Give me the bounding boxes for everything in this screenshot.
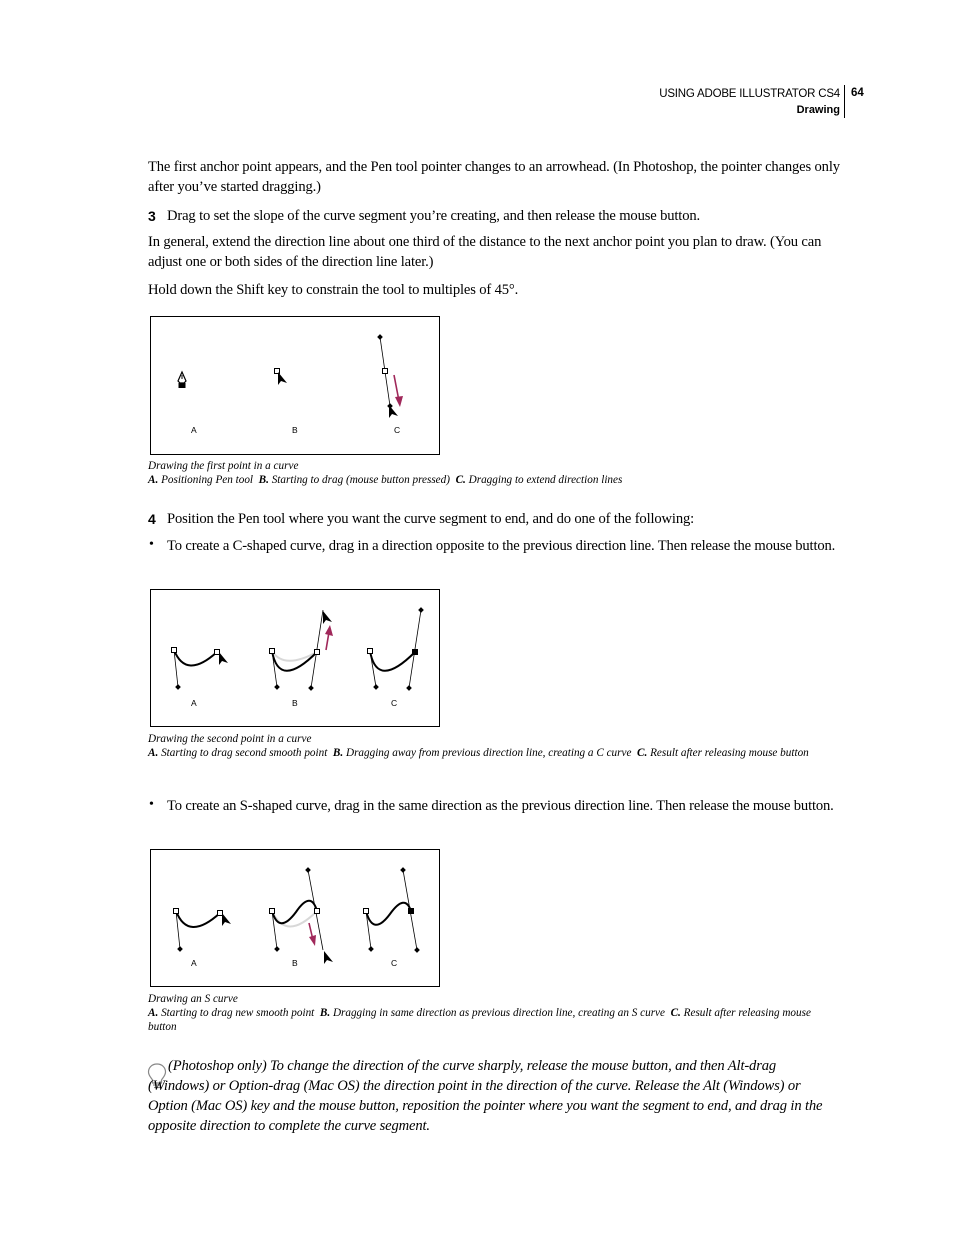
paragraph-shift-key: Hold down the Shift key to constrain the tool to multiples of 45°. <box>148 282 519 298</box>
anchor-point <box>368 649 373 654</box>
arrow-pointer-icon <box>219 652 228 665</box>
selected-anchor-point <box>409 909 414 914</box>
figure-label-a: A <box>191 425 197 435</box>
running-header <box>0 85 954 125</box>
header-rule <box>844 85 845 118</box>
figure-s-curve-caption <box>148 992 838 1034</box>
anchor-point <box>218 911 223 916</box>
figure-s-curve <box>150 849 440 987</box>
arrow-pointer-icon <box>324 951 333 964</box>
anchor-point <box>383 369 388 374</box>
anchor-point <box>270 909 275 914</box>
figure-label-b: B <box>292 425 298 435</box>
pen-tool-icon <box>178 372 186 388</box>
page-number: 64 <box>851 87 864 99</box>
figure-label-c: C <box>394 425 401 435</box>
caption-items: A. Positioning Pen tool B. Starting to drag (mouse button pressed) C. Dragging to extend direction lines <box>148 474 623 486</box>
anchor-point <box>275 369 280 374</box>
tip-text: (Photoshop only) To change the direction of the curve sharply, release the mouse button, and then Alt-drag (Windows) or Option-drag (Mac OS) the direction point in the direction of the curve. Release the Alt (Windows) or Option (Mac OS) key and the mouse button, reposition the pointer where you want the segment to end, and drag in the opposite direction to complete the curve segment. <box>148 1058 823 1134</box>
bullet-c-curve-text: To create a C-shaped curve, drag in a direction opposite to the previous direction line. Then release the mouse button. <box>167 538 836 554</box>
arrow-pointer-icon <box>222 913 231 926</box>
drag-arrow-icon <box>309 935 316 946</box>
bullet-c-curve-marker: • <box>149 537 154 552</box>
anchor-point <box>315 909 320 914</box>
bullet-s-curve-marker: • <box>149 797 154 812</box>
figure-label-b: B <box>292 958 298 968</box>
anchor-point <box>364 909 369 914</box>
drag-arrow-icon <box>325 625 333 636</box>
figure-label-a: A <box>191 698 197 708</box>
step-4-text: Position the Pen tool where you want the curve segment to end, and do one of the following: <box>167 511 695 527</box>
selected-anchor-point <box>413 650 418 655</box>
anchor-point <box>315 650 320 655</box>
caption-items: A. Starting to drag new smooth point B. Dragging in same direction as previous direction line, creating an S curve C. Result after releasing mouse button <box>148 1007 811 1033</box>
paragraph-first-anchor: The first anchor point appears, and the Pen tool pointer changes to an arrowhead. (In Photoshop, the pointer changes only after you’ve started dragging.) <box>148 159 840 195</box>
figure-label-c: C <box>391 958 398 968</box>
caption-title: Drawing the first point in a curve <box>148 460 299 472</box>
header-section: Drawing <box>796 104 840 116</box>
header-title: USING ADOBE ILLUSTRATOR CS4 <box>659 88 840 100</box>
figure-label-b: B <box>292 698 298 708</box>
anchor-point <box>270 649 275 654</box>
figure-first-point-caption <box>148 459 838 487</box>
anchor-point <box>215 650 220 655</box>
caption-title: Drawing the second point in a curve <box>148 733 312 745</box>
figure-first-point <box>150 316 440 455</box>
caption-title: Drawing an S curve <box>148 993 238 1005</box>
figure-label-a: A <box>191 958 197 968</box>
step-3-number: 3 <box>148 208 156 224</box>
caption-items: A. Starting to drag second smooth point B. Dragging away from previous direction line, creating a C curve C. Result after releasing mouse button <box>148 747 809 759</box>
paragraph-direction-line: In general, extend the direction line about one third of the distance to the next anchor point you plan to draw. (You can adjust one or both sides of the direction line later.) <box>148 234 822 270</box>
drag-arrow-icon <box>395 396 403 407</box>
arrow-pointer-icon <box>323 611 332 624</box>
arrow-pointer-icon <box>389 405 398 418</box>
step-4-number: 4 <box>148 511 156 527</box>
figure-label-c: C <box>391 698 398 708</box>
arrow-pointer-icon <box>278 372 287 385</box>
figure-second-point-caption <box>148 732 838 760</box>
bullet-s-curve-text: To create an S-shaped curve, drag in the same direction as the previous direction line. Then release the mouse button. <box>167 798 834 814</box>
anchor-point <box>172 648 177 653</box>
step-3-text: Drag to set the slope of the curve segment you’re creating, and then release the mouse button. <box>167 208 700 224</box>
figure-second-point <box>150 589 440 727</box>
anchor-point <box>174 909 179 914</box>
